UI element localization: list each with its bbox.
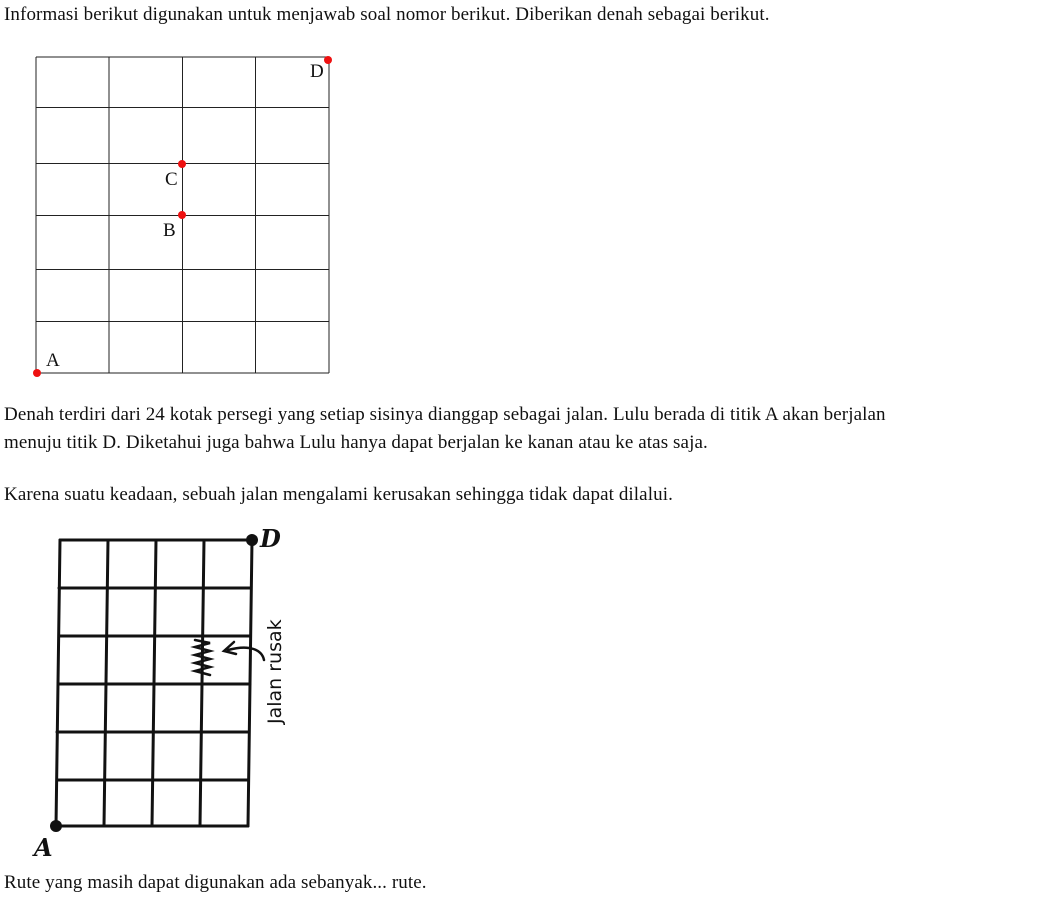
grid-map-1 [0,40,340,385]
point-c-label: C [165,169,178,190]
grid-map-2 [0,520,300,865]
point-b-marker [178,211,186,219]
point-a-dot [50,820,62,832]
point-d-label: D [310,61,324,82]
point-a-label-2: A [34,833,53,862]
point-b-label: B [163,220,176,241]
damaged-road-label: Jalan rusak [264,619,286,724]
point-a-label: A [46,350,60,371]
point-a-marker [33,369,41,377]
description-line-1: Denah terdiri dari 24 kotak persegi yang setiap sisinya dianggap sebagai jalan. Lulu berada di titik A akan berjalan [4,404,886,425]
point-d-label-2: D [260,524,281,553]
intro-text: Informasi berikut digunakan untuk menjawab soal nomor berikut. Diberikan denah sebagai berikut. [4,4,770,25]
description-line-2: menuju titik D. Diketahui juga bahwa Lulu hanya dapat berjalan ke kanan atau ke atas saja. [4,432,708,453]
damaged-road-zigzag [195,640,210,675]
point-c-marker [178,160,186,168]
question-text: Rute yang masih dapat digunakan ada sebanyak... rute. [4,872,427,893]
grid-2-lines [56,540,252,826]
damage-text: Karena suatu keadaan, sebuah jalan mengalami kerusakan sehingga tidak dapat dilalui. [4,484,673,505]
point-d-marker [324,56,332,64]
point-d-dot [246,534,258,546]
